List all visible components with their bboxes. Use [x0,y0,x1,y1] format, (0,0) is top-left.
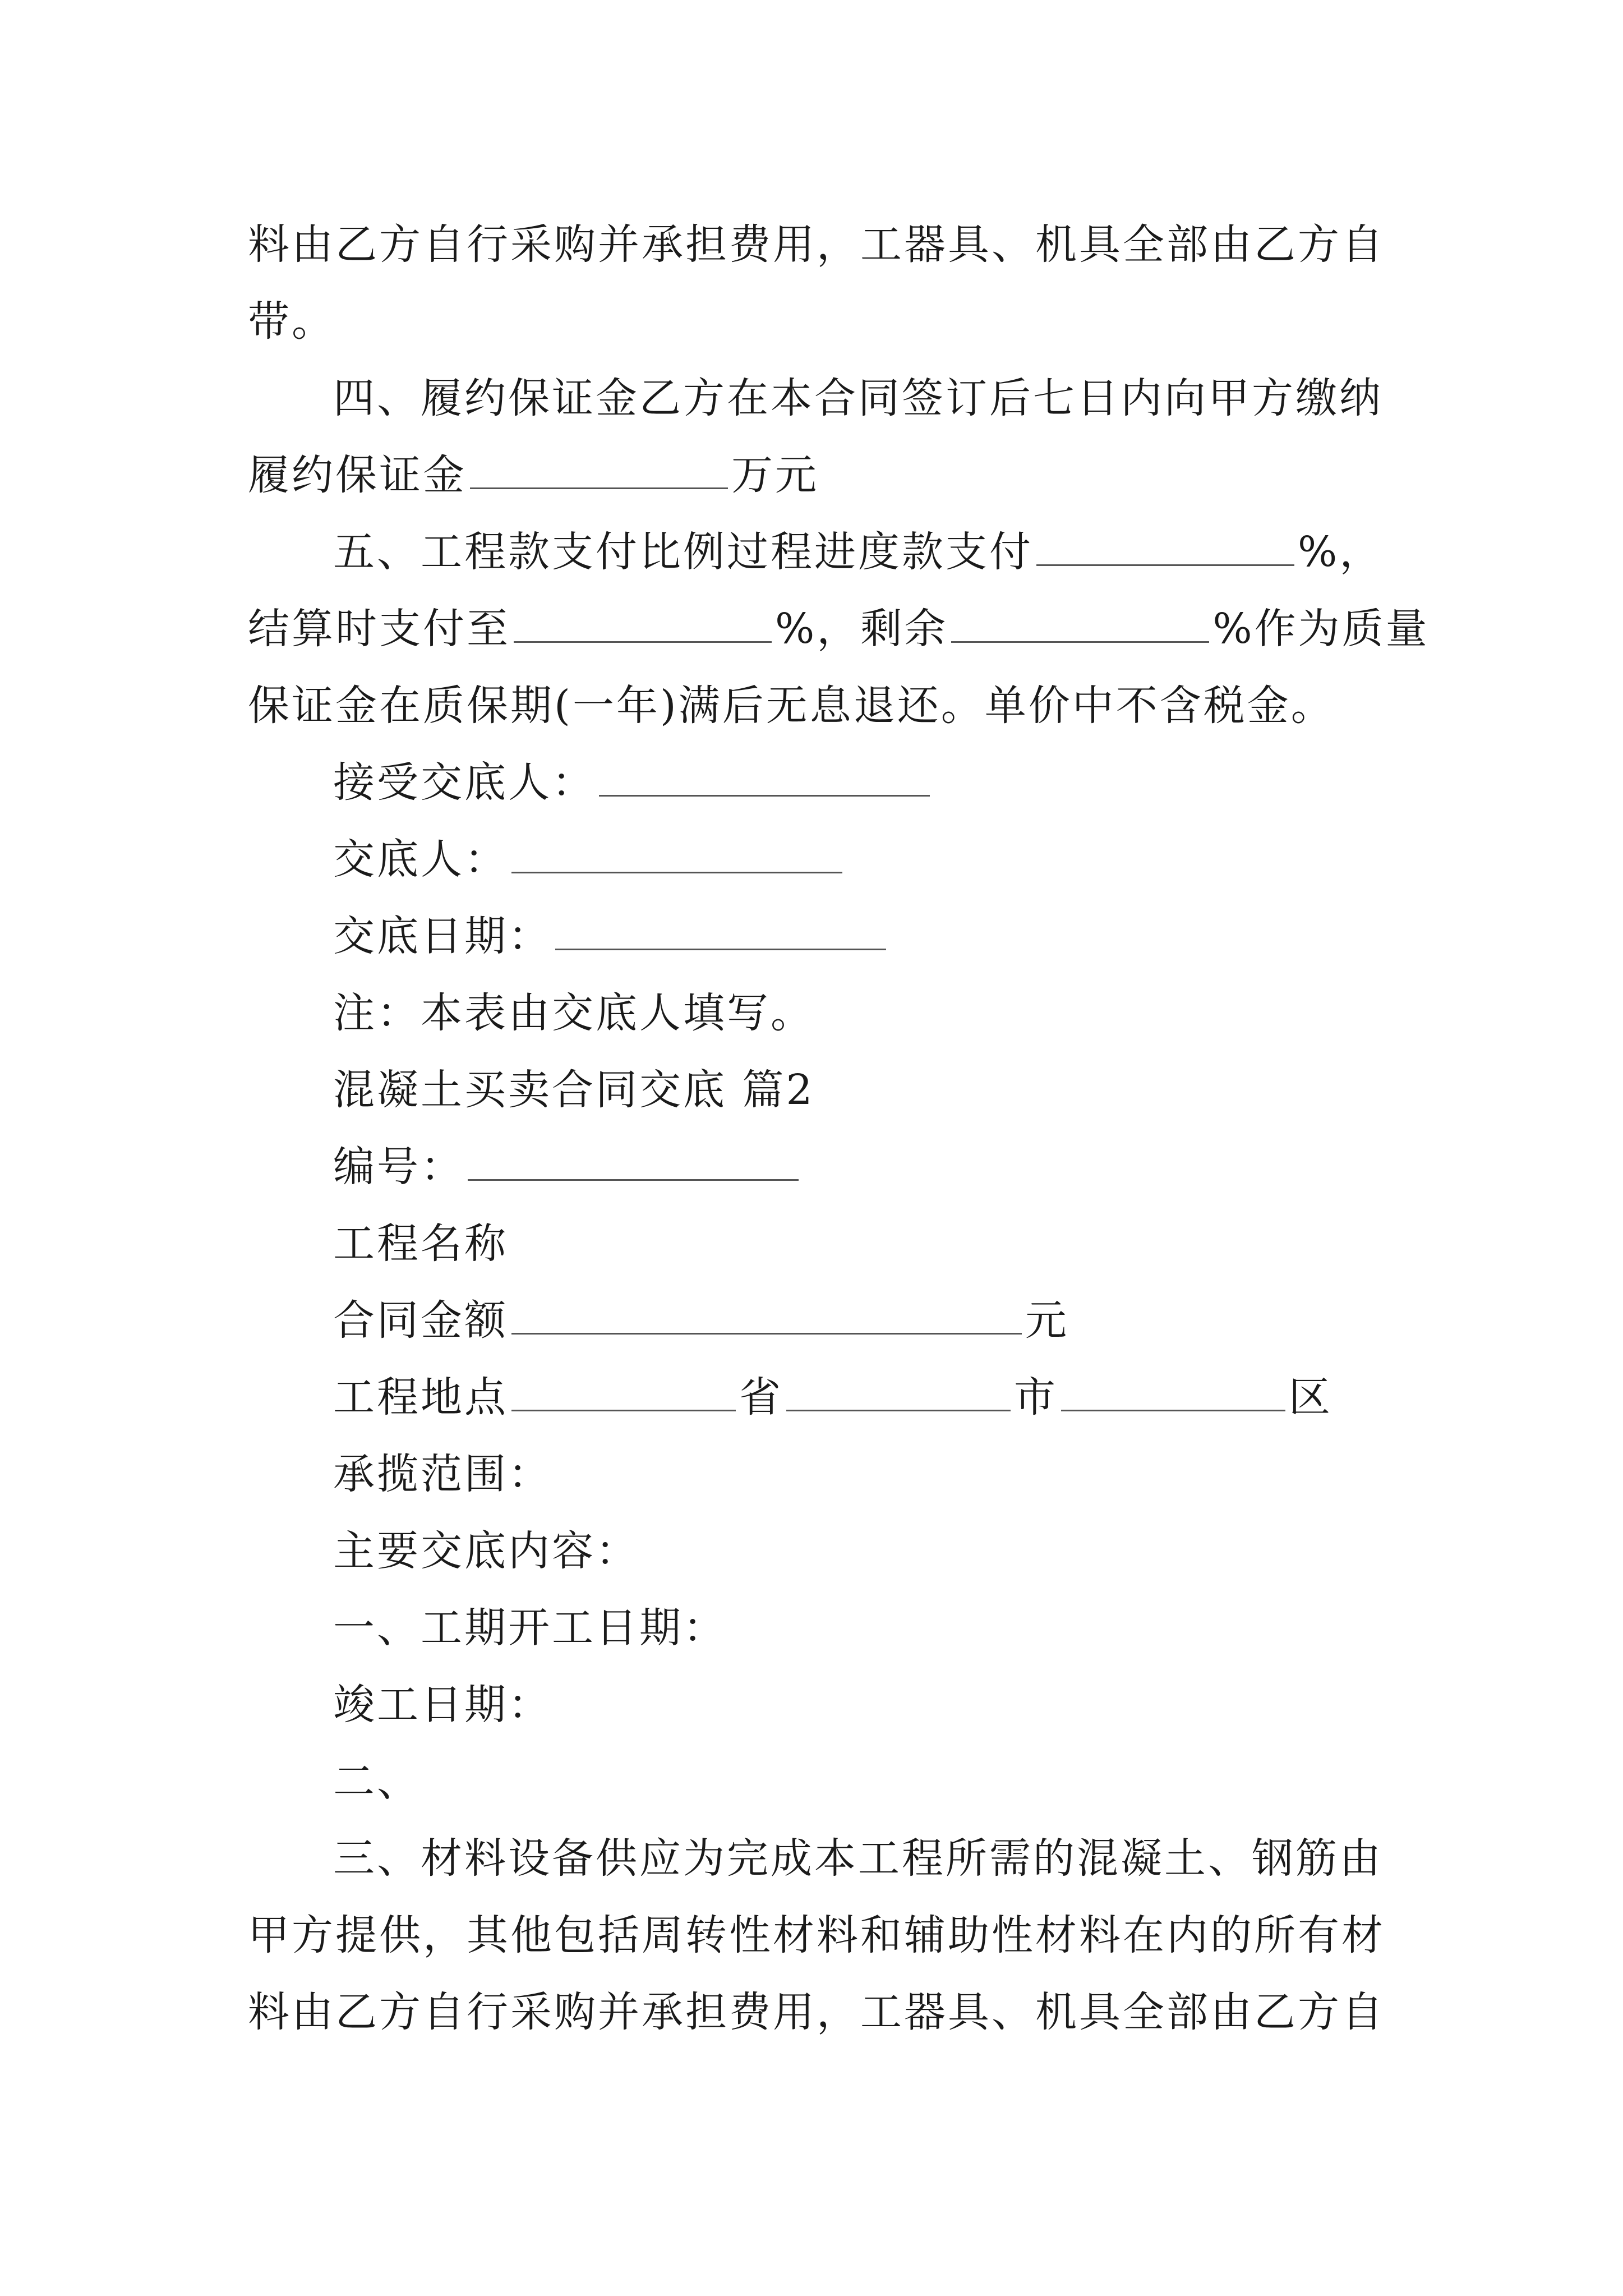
contract-amount-line [248,1282,1386,1359]
text: 二、 [333,1757,421,1806]
text: %，剩余 [775,605,948,653]
settlement-percent-blank[interactable] [514,605,772,643]
text: 料由乙方自行采购并承担费用，工器具、机具全部由乙方自 [248,220,1385,269]
briefing-date-blank[interactable] [555,913,886,950]
district-blank[interactable] [1061,1374,1285,1411]
text: %作为质量 [1212,605,1430,653]
text: 工程地点 [333,1373,508,1421]
briefer-line [248,821,1386,898]
paragraph-line [248,668,1386,744]
text: 五、工程款支付比例过程进度款支付 [333,528,1033,576]
text: 一、工期开工日期： [333,1604,727,1652]
start-date-line [248,1590,1386,1667]
text: 工程名称 [333,1220,508,1268]
recipient-blank[interactable] [599,759,930,797]
completion-date-line [248,1667,1386,1743]
progress-payment-blank[interactable] [1036,528,1294,566]
text: 交底人： [333,835,508,884]
text: 市 [1014,1373,1058,1421]
remaining-percent-blank[interactable] [951,605,1209,643]
section-2-line [248,1743,1386,1820]
text: 区 [1289,1373,1332,1421]
document-body [248,206,1430,2051]
project-location-line [248,1359,1386,1436]
paragraph-line [248,1974,1386,2051]
text: 接受交底人： [333,758,596,807]
briefer-blank[interactable] [511,836,842,873]
main-content-line [248,1513,1386,1590]
project-name-line [248,1205,1386,1282]
number-blank[interactable] [468,1143,799,1181]
text: 编号： [333,1143,464,1191]
text: 混凝土买卖合同交底 篇2 [333,1066,815,1114]
briefing-date-line [248,898,1386,975]
deposit-line [248,437,1386,514]
text: 料由乙方自行采购并承担费用，工器具、机具全部由乙方自 [248,1988,1385,2036]
text: 主要交底内容： [333,1527,639,1575]
text: 结算时支付至 [248,605,510,653]
section-title [248,1052,1386,1129]
settlement-line [248,591,1430,668]
text: 承揽范围： [333,1450,552,1498]
city-blank[interactable] [786,1374,1011,1411]
number-line [248,1129,1386,1205]
section-3-line [248,1820,1386,1897]
text: 省 [739,1373,783,1421]
text: 履约保证金 [248,451,467,499]
text: 元 [1025,1296,1069,1345]
text: 交底日期： [333,912,552,960]
text: 万元 [731,451,819,499]
contract-amount-blank[interactable] [511,1297,1022,1335]
text: %， [1298,528,1384,576]
section-5-line [248,514,1386,591]
text: 合同金额 [333,1296,508,1345]
text: 竣工日期： [333,1681,552,1729]
text: 四、履约保证金乙方在本合同签订后七日内向甲方缴纳 [333,374,1383,422]
paragraph-line [248,283,1386,360]
recipient-line [248,744,1386,821]
scope-line [248,1436,1386,1513]
text: 三、材料设备供应为完成本工程所需的混凝土、钢筋由 [333,1834,1383,1883]
text: 注：本表由交底人填写。 [333,989,814,1037]
text: 保证金在质保期(一年)满后无息退还。单价中不含税金。 [248,682,1335,730]
text: 甲方提供，其他包括周转性材料和辅助性材料在内的所有材 [248,1911,1385,1959]
section-4-line [248,360,1386,437]
paragraph-line [248,206,1386,283]
note-line [248,975,1386,1052]
text: 带。 [248,297,335,346]
paragraph-line [248,1897,1386,1974]
province-blank[interactable] [511,1374,736,1411]
deposit-amount-blank[interactable] [470,452,728,489]
